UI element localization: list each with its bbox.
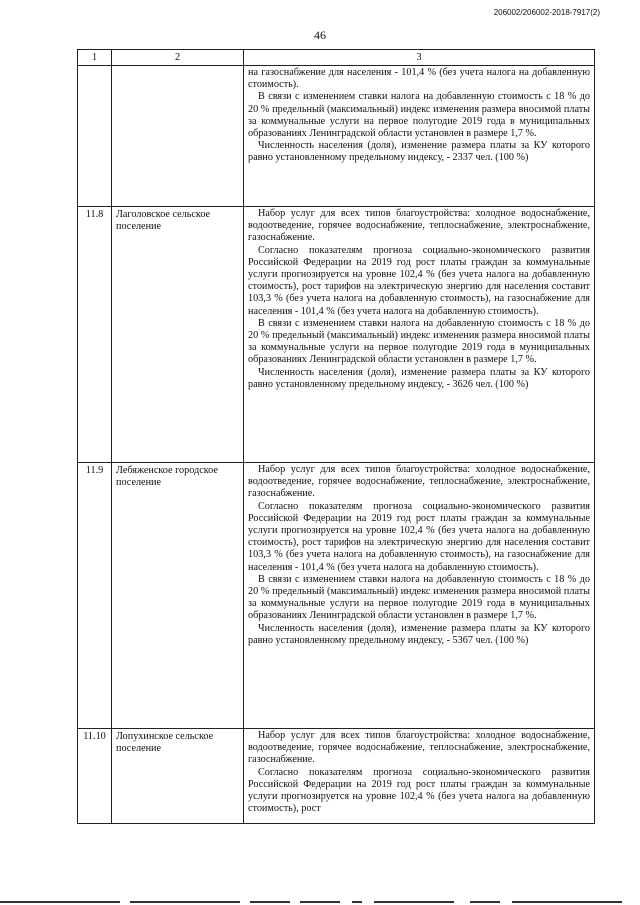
settlement-name: Лебяженское городское поселение <box>112 463 244 729</box>
paragraph: Набор услуг для всех типов благоустройства: холодное водоснабжение, водоотведение, горячее водоснабжение, теплоснабжение, электроснабжение, газоснабжение. <box>248 730 590 766</box>
settlement-name: Лаголовское сельское поселение <box>112 207 244 463</box>
paragraph: Численность населения (доля), изменение размера платы за КУ которого равно установленному предельному индексу, - 5367 чел. (100 %) <box>248 622 590 646</box>
column-header-3: 3 <box>244 50 595 66</box>
scan-edge-line <box>300 901 340 903</box>
settlement-name: Лопухинское сельское поселение <box>112 729 244 824</box>
row-number: 11.10 <box>78 729 112 824</box>
paragraph: Согласно показателям прогноза социально-экономического развития Российской Федерации на 2019 год рост платы граждан за коммунальные услуги прогнозируется на уровне 102,4 % (без учета налога на добавленную стоимость), рост <box>248 766 590 815</box>
page-number: 46 <box>314 28 326 42</box>
description-cell <box>244 207 595 463</box>
settlement-name-cell <box>112 66 244 207</box>
scan-edge-line <box>250 901 290 903</box>
row-number: 11.8 <box>78 207 112 463</box>
scan-edge-line <box>374 901 454 903</box>
paragraph: на газоснабжение для населения - 101,4 % (без учета налога на добавленную стоимость). <box>248 67 590 91</box>
table-row <box>78 729 595 824</box>
row-number: 11.9 <box>78 463 112 729</box>
table-row <box>78 463 595 729</box>
description-cell <box>244 66 595 207</box>
paragraph: Набор услуг для всех типов благоустройства: холодное водоснабжение, водоотведение, горячее водоснабжение, теплоснабжение, электроснабжение, газоснабжение. <box>248 464 590 500</box>
paragraph: Численность населения (доля), изменение размера платы за КУ которого равно установленному предельному индексу, - 3626 чел. (100 %) <box>248 366 590 390</box>
column-header-1: 1 <box>78 50 112 66</box>
paragraph: В связи с изменением ставки налога на добавленную стоимость с 18 % до 20 % предельный (максимальный) индекс изменения размера вносимой платы за коммунальные услуги на первое полугодие 2019 года в муниципальных образованиях Ленинградской области установлен в размере 1,7 %. <box>248 317 590 366</box>
table-header-row <box>78 50 595 66</box>
paragraph: Согласно показателям прогноза социально-экономического развития Российской Федерации на 2019 год рост платы граждан за коммунальные услуги прогнозируется на уровне 102,4 % (без учета налога на добавленную стоимость), рост тарифов на электрическую энергию для населения составит 103,3 % (без учета налога на добавленную стоимость), на газоснабжение для населения - 101,4 % (без учета налога на добавленную стоимость). <box>248 244 590 317</box>
document-id: 206002/206002-2018-7917(2) <box>493 8 600 17</box>
paragraph: В связи с изменением ставки налога на добавленную стоимость с 18 % до 20 % предельный (максимальный) индекс изменения размера вносимой платы за коммунальные услуги на первое полугодие 2019 года в муниципальных образованиях Ленинградской области установлен в размере 1,7 %. <box>248 573 590 622</box>
paragraph: Численность населения (доля), изменение размера платы за КУ которого равно установленному предельному индексу, - 2337 чел. (100 %) <box>248 140 590 164</box>
description-cell <box>244 729 595 824</box>
row-number-cell <box>78 66 112 207</box>
table-row <box>78 207 595 463</box>
description-cell <box>244 463 595 729</box>
paragraph: Набор услуг для всех типов благоустройства: холодное водоснабжение, водоотведение, горячее водоснабжение, теплоснабжение, электроснабжение, газоснабжение. <box>248 208 590 244</box>
table-row-continuation <box>78 66 595 207</box>
paragraph: В связи с изменением ставки налога на добавленную стоимость с 18 % до 20 % предельный (максимальный) индекс изменения размера вносимой платы за коммунальные услуги на первое полугодие 2019 года в муниципальных образованиях Ленинградской области установлен в размере 1,7 %. <box>248 91 590 140</box>
paragraph: Согласно показателям прогноза социально-экономического развития Российской Федерации на 2019 год рост платы граждан за коммунальные услуги прогнозируется на уровне 102,4 % (без учета налога на добавленную стоимость), рост тарифов на электрическую энергию для населения составит 103,3 % (без учета налога на добавленную стоимость), на газоснабжение для населения - 101,4 % (без учета налога на добавленную стоимость). <box>248 500 590 573</box>
scan-edge-line <box>352 901 362 903</box>
scan-edge-line <box>470 901 500 903</box>
column-header-2: 2 <box>112 50 244 66</box>
scan-edge-line <box>512 901 622 903</box>
scan-edge-line <box>0 901 120 903</box>
scan-edge-line <box>130 901 240 903</box>
tariff-table <box>77 49 595 824</box>
